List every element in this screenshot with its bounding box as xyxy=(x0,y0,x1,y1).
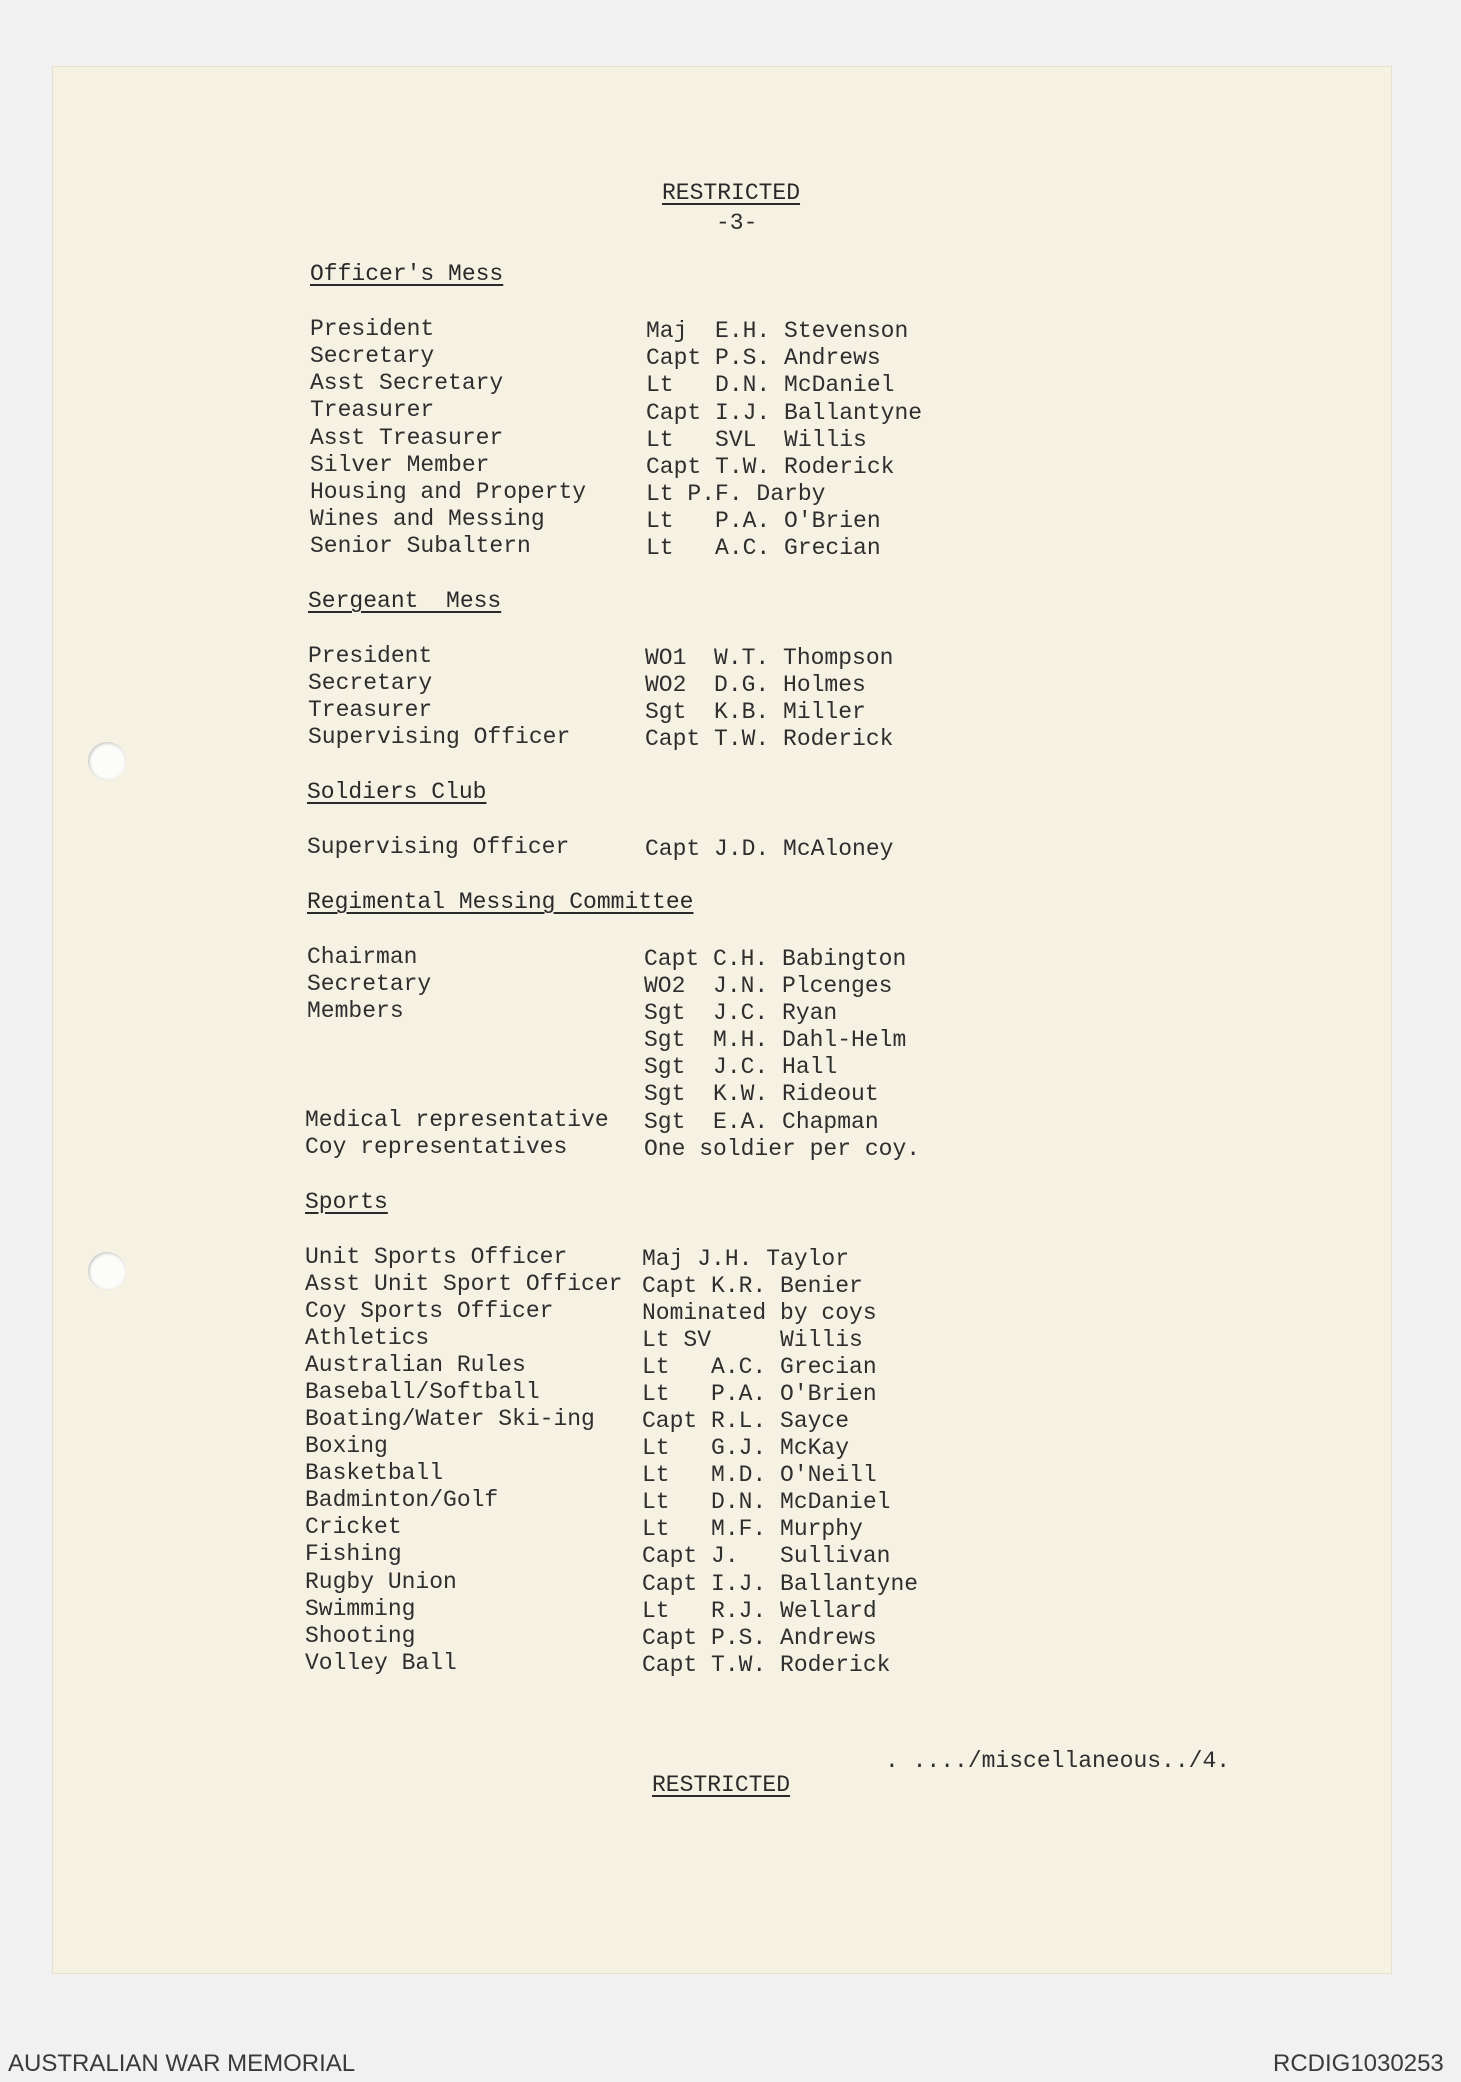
appointee-name: Capt I.J. Ballantyne xyxy=(646,400,923,426)
role-label: President xyxy=(310,316,435,342)
header-classification: RESTRICTED xyxy=(662,180,801,206)
appointee-name: Lt P.A. O'Brien xyxy=(646,508,881,534)
appointee-name: Lt D.N. McDaniel xyxy=(642,1489,891,1515)
section-title-sports: Sports xyxy=(305,1189,388,1215)
role-label: Secretary xyxy=(310,343,435,369)
appointee-name: Capt P.S. Andrews xyxy=(642,1625,877,1651)
role-label: Volley Ball xyxy=(305,1650,457,1676)
appointee-name: Maj E.H. Stevenson xyxy=(646,318,909,344)
appointee-name: Lt P.F. Darby xyxy=(646,481,826,507)
punch-hole-top xyxy=(88,742,126,780)
appointee-name: Lt P.A. O'Brien xyxy=(642,1381,877,1407)
appointee-name: Capt J.D. McAloney xyxy=(645,836,894,862)
role-label: Athletics xyxy=(305,1325,430,1351)
appointee-name: WO1 W.T. Thompson xyxy=(645,645,894,671)
appointee-name: Capt K.R. Benier xyxy=(642,1273,863,1299)
role-label: Medical representative xyxy=(305,1107,609,1133)
appointee-name: Capt I.J. Ballantyne xyxy=(642,1571,919,1597)
role-label: Baseball/Softball xyxy=(305,1379,540,1405)
role-label: Coy Sports Officer xyxy=(305,1298,554,1324)
page-number: -3- xyxy=(716,210,758,236)
role-label: Secretary xyxy=(308,670,433,696)
appointee-name: Nominated by coys xyxy=(642,1300,877,1326)
appointee-name: Sgt K.B. Miller xyxy=(645,699,866,725)
role-label: Supervising Officer xyxy=(308,724,571,750)
appointee-name: Lt A.C. Grecian xyxy=(642,1354,877,1380)
role-label: Asst Secretary xyxy=(310,370,504,396)
role-label: Swimming xyxy=(305,1596,416,1622)
role-label: Cricket xyxy=(305,1514,402,1540)
archive-institution: AUSTRALIAN WAR MEMORIAL xyxy=(8,2050,356,2077)
section-title-sergeant-mess: Sergeant Mess xyxy=(308,588,502,614)
appointee-name: WO2 D.G. Holmes xyxy=(645,672,866,698)
section-title-soldiers-club: Soldiers Club xyxy=(307,779,487,805)
appointee-name: Sgt K.W. Rideout xyxy=(644,1081,879,1107)
appointee-name: Sgt J.C. Ryan xyxy=(644,1000,838,1026)
footer-classification: RESTRICTED xyxy=(652,1772,791,1798)
appointee-name: Lt M.D. O'Neill xyxy=(642,1462,877,1488)
role-label: Senior Subaltern xyxy=(310,533,531,559)
appointee-name: Lt M.F. Murphy xyxy=(642,1516,863,1542)
archive-reference: RCDIG1030253 xyxy=(1273,2050,1444,2077)
role-label: Shooting xyxy=(305,1623,416,1649)
appointee-name: Capt T.W. Roderick xyxy=(645,726,894,752)
appointee-name: Lt R.J. Wellard xyxy=(642,1598,877,1624)
role-label: Secretary xyxy=(307,971,432,997)
role-label: Coy representatives xyxy=(305,1134,568,1160)
appointee-name: Capt T.W. Roderick xyxy=(646,454,895,480)
role-label: Treasurer xyxy=(308,697,433,723)
role-label: Boxing xyxy=(305,1433,388,1459)
section-title-officers-mess: Officer's Mess xyxy=(310,261,504,287)
appointee-name: Sgt M.H. Dahl-Helm xyxy=(644,1027,907,1053)
appointee-name: Lt A.C. Grecian xyxy=(646,535,881,561)
role-label: Boating/Water Ski-ing xyxy=(305,1406,595,1432)
role-label: Wines and Messing xyxy=(310,506,545,532)
appointee-name: Lt G.J. McKay xyxy=(642,1435,850,1461)
section-title-messing-committee: Regimental Messing Committee xyxy=(307,889,694,915)
appointee-name: Sgt E.A. Chapman xyxy=(644,1109,879,1135)
appointee-name: Capt J. Sullivan xyxy=(642,1543,891,1569)
role-label: Chairman xyxy=(307,944,418,970)
role-label: Supervising Officer xyxy=(307,834,570,860)
appointee-name: Capt T.W. Roderick xyxy=(642,1652,891,1678)
role-label: Asst Unit Sport Officer xyxy=(305,1271,623,1297)
continuation-note: . ..../miscellaneous../4. xyxy=(885,1748,1231,1774)
role-label: Australian Rules xyxy=(305,1352,526,1378)
appointee-name: WO2 J.N. Plcenges xyxy=(644,973,893,999)
role-label: Housing and Property xyxy=(310,479,587,505)
role-label: Members xyxy=(307,998,404,1024)
role-label: Unit Sports Officer xyxy=(305,1244,568,1270)
appointee-name: Lt SVL Willis xyxy=(646,427,867,453)
appointee-name: Lt D.N. McDaniel xyxy=(646,372,895,398)
appointee-name: Capt R.L. Sayce xyxy=(642,1408,850,1434)
appointee-name: Sgt J.C. Hall xyxy=(644,1054,838,1080)
role-label: Silver Member xyxy=(310,452,490,478)
role-label: Fishing xyxy=(305,1541,402,1567)
punch-hole-bottom xyxy=(88,1252,126,1290)
role-label: President xyxy=(308,643,433,669)
appointee-name: Capt C.H. Babington xyxy=(644,946,907,972)
role-label: Asst Treasurer xyxy=(310,425,504,451)
appointee-name: One soldier per coy. xyxy=(644,1136,921,1162)
role-label: Treasurer xyxy=(310,397,435,423)
role-label: Basketball xyxy=(305,1460,444,1486)
appointee-name: Maj J.H. Taylor xyxy=(642,1246,850,1272)
role-label: Rugby Union xyxy=(305,1569,457,1595)
role-label: Badminton/Golf xyxy=(305,1487,499,1513)
appointee-name: Lt SV Willis xyxy=(642,1327,863,1353)
appointee-name: Capt P.S. Andrews xyxy=(646,345,881,371)
